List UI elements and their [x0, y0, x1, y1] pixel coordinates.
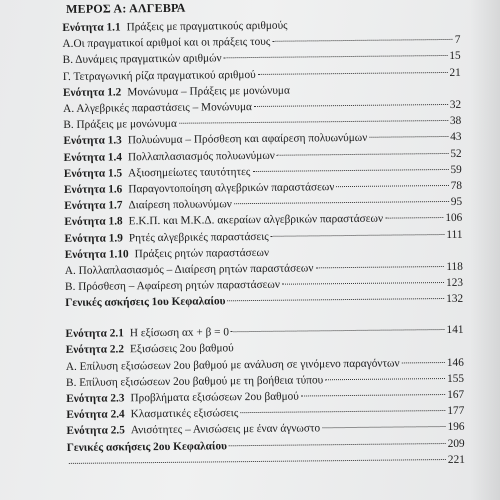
unit-number: Ενότητα 1.10	[64, 248, 129, 261]
entry-title: Αξιοσημείωτες ταυτότητες	[128, 165, 251, 180]
leader-dots	[336, 185, 448, 187]
leader-dots	[385, 217, 443, 219]
page-number: 177	[447, 404, 465, 418]
entry-title: Β. Πρόσθεση – Αφαίρεση ρητών παραστάσεων	[64, 278, 281, 294]
page-number: 209	[447, 437, 465, 450]
leader-dots	[325, 378, 445, 380]
entry-title: Β. Επίλυση εξισώσεων 2ου βαθμού με τη βοήθεια τύπου	[65, 374, 324, 389]
unit-number: Ενότητα 2.3	[66, 392, 125, 405]
page-number: 155	[446, 372, 465, 385]
entry-title: Διαίρεση πολυωνύμων	[128, 198, 232, 212]
toc-row	[65, 291, 463, 311]
page-number: 95	[450, 196, 463, 209]
page-number: 7	[454, 34, 461, 47]
unit-number: Ενότητα 1.9	[64, 231, 123, 245]
part-title: ΜΕΡΟΣ Α: ΑΛΓΕΒΡΑ	[66, 0, 186, 16]
page-number: 43	[450, 131, 462, 144]
entry-title: Ε.Κ.Π. και Μ.Κ.Δ. ακεραίων αλγεβρικών παραστάσεων	[128, 213, 384, 228]
unit-number: Ενότητα 1.5	[63, 167, 123, 180]
entry-title: Πολλαπλασιασμός πολυωνύμων	[127, 149, 275, 163]
leader-dots	[252, 169, 448, 172]
page-number: 111	[446, 228, 463, 241]
page-number: 146	[446, 356, 464, 369]
leader-dots	[315, 266, 444, 268]
unit-number: Ενότητα 1.2	[62, 86, 122, 99]
page-number: 21	[449, 66, 461, 79]
leader-dots	[322, 426, 445, 428]
page-number: 15	[449, 50, 461, 63]
entry-title: Β. Δυνάμεις πραγματικών αριθμών	[62, 52, 222, 67]
leader-dots	[69, 459, 446, 464]
page-number: 59	[450, 163, 462, 176]
leader-dots	[369, 136, 448, 138]
unit-number: Ενότητα 1.3	[63, 134, 122, 148]
page-number: 221	[447, 453, 465, 466]
leader-dots	[402, 362, 445, 363]
entry-title: Γενικές ασκήσεις 2ου Κεφαλαίου	[66, 439, 228, 454]
entry-title: Κλασματικές εξισώσεις	[130, 407, 239, 421]
unit-number: Ενότητα 2.5	[66, 424, 125, 438]
entry-title: Β. Πράξεις με μονώνυμα	[63, 117, 177, 132]
leader-dots	[234, 201, 449, 204]
toc-row	[67, 452, 465, 472]
unit-number: Ενότητα 1.1	[62, 21, 121, 34]
page-number: 32	[449, 98, 462, 111]
entry-title: Γ. Τετραγωνική ρίζα πραγματικού αριθμού	[62, 68, 256, 83]
entry-title: Προβλήματα εξισώσεων 2ου βαθμού	[130, 390, 299, 405]
page-number: 38	[449, 115, 462, 128]
page-number: 78	[450, 179, 463, 192]
unit-number: Ενότητα 2.1	[65, 327, 124, 341]
leader-dots	[229, 443, 446, 446]
entry-title: Μονώνυμα – Πράξεις με μονώνυμα	[127, 84, 290, 99]
unit-number: Ενότητα 1.7	[64, 199, 123, 213]
leader-dots	[272, 39, 452, 42]
page-number: 141	[446, 323, 464, 337]
entry-title: Εξισώσεις 2ου βαθμού	[129, 342, 234, 356]
leader-dots	[254, 104, 448, 107]
leader-dots	[258, 72, 448, 75]
leader-dots	[179, 120, 448, 124]
entry-title: Η εξίσωση αx + β = 0	[129, 326, 230, 340]
leader-dots	[231, 329, 445, 332]
entry-title: Α.Οι πραγματικοί αριθμοί και οι πράξεις τους	[62, 36, 271, 51]
page-shadow	[470, 0, 500, 500]
unit-number: Ενότητα 1.8	[64, 215, 123, 229]
entry-title: Παραγοντοποίηση αλγεβρικών παραστάσεων	[128, 181, 335, 196]
entry-title: Ανισότητες – Ανισώσεις με έναν άγνωστο	[130, 422, 321, 437]
leader-dots	[282, 282, 444, 285]
page-number: 167	[447, 388, 465, 401]
page-number: 106	[445, 212, 463, 225]
entry-title: Γενικές ασκήσεις 1ου Κεφαλαίου	[65, 295, 226, 310]
page-number: 118	[446, 260, 463, 273]
leader-dots	[240, 410, 445, 413]
leader-dots	[271, 234, 445, 237]
entry-title: Πράξεις με πραγματικούς αριθμούς	[126, 19, 288, 34]
leader-dots	[224, 55, 448, 58]
unit-number: Ενότητα 1.4	[63, 150, 123, 164]
entry-title: Α. Πολλαπλασιασμός – Διαίρεση ρητών παραστάσεων	[64, 262, 314, 277]
page-number: 123	[445, 277, 464, 290]
entry-title: Πολυώνυμα – Πρόσθεση και αφαίρεση πολυωνύμων	[127, 132, 368, 147]
unit-number: Ενότητα 1.6	[63, 183, 123, 196]
entry-title: Ρητές αλγεβρικές παραστάσεις	[128, 230, 269, 244]
leader-dots	[227, 298, 444, 301]
entry-title: Α. Επίλυση εξισώσεων 2ου βαθμού με ανάλυση σε γινόμενο παραγόντων	[65, 357, 400, 373]
page-number: 132	[446, 293, 464, 306]
entry-title: Α. Αλγεβρικές παραστάσεις – Μονώνυμα	[63, 101, 253, 115]
entry-title: Πράξεις ρητών παραστάσεων	[134, 246, 270, 261]
leader-dots	[277, 153, 449, 156]
leader-dots	[301, 394, 445, 397]
unit-number: Ενότητα 2.2	[65, 343, 125, 357]
page-number: 196	[447, 421, 465, 434]
page-number: 52	[450, 147, 462, 160]
unit-number: Ενότητα 2.4	[66, 408, 125, 422]
